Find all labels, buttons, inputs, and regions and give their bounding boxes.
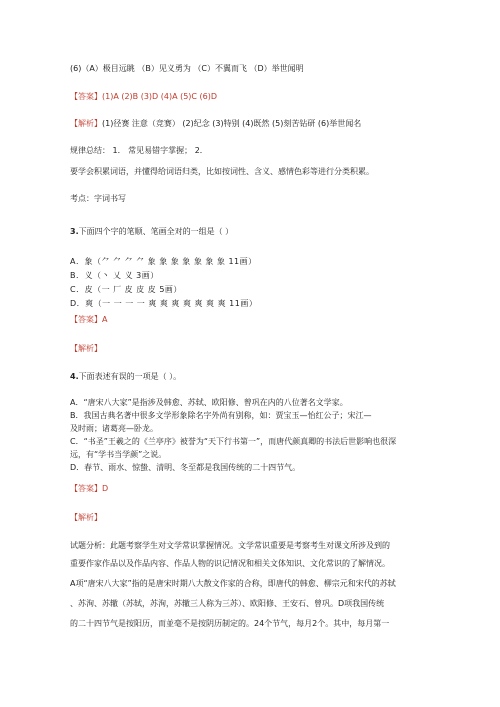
q4-option-c-cont: 远，有“学书当学颜”之说。 (70, 450, 167, 459)
q3-option-c (70, 284, 445, 295)
answer-label: 【答案】 (70, 484, 102, 493)
q3-option-b (70, 270, 445, 281)
option-char: 象 (84, 257, 93, 266)
q3-answer (70, 314, 445, 325)
q2-analysis (70, 118, 445, 129)
option-char: 爽 (85, 299, 94, 308)
question-stem: 下面表述有误的一项是（ ）。 (78, 372, 182, 381)
kaodian-line: 考点：字词书写 (70, 194, 126, 203)
q4-option-b-cont: 及时雨；诸葛亮—卧龙。 (70, 424, 158, 433)
analysis-label: 【解析】 (70, 119, 102, 128)
q3-option-a (70, 256, 445, 267)
question-number: 4. (70, 372, 79, 381)
stroke-order: （⺈ ⺈ ⺈ ⺈ 象 象 象 象 象 象 象 (92, 257, 226, 266)
q4-option-d: D．春节、雨水、惊蛰、清明、冬至都是我国传统的二十四节气。 (70, 463, 301, 472)
option-letter: A． (70, 257, 85, 266)
answer-text: A (102, 315, 108, 324)
stroke-count: 3画） (136, 271, 159, 280)
option-letter: B． (70, 271, 85, 280)
stroke-order: （⼀ ⼀ ⼀ ⼀ 爽 爽 爽 爽 爽 爽 爽 (93, 299, 227, 308)
q2-option-line: (6)（A）极目远眺 （B）见义勇为 （C）不翼而飞 （D）举世闻明 (70, 64, 304, 73)
option-letter: C． (70, 285, 85, 294)
question-stem: 下面四个字的笔顺、笔画全对的一组是（ ） (78, 227, 234, 236)
option-letter: D． (70, 299, 86, 308)
stroke-count: 11画） (228, 257, 257, 266)
q4-option-c: C．“书圣”王羲之的《兰亭序》被誉为“天下行书第一”，而唐代颜真卿的书法后世影响也很深 (70, 437, 397, 446)
q3-option-d (70, 298, 445, 309)
q3-analysis (70, 343, 445, 354)
stroke-count: 5画） (159, 285, 182, 294)
q4-option-a: A．“唐宋八大家”是指涉及韩愈、苏轼、欧阳修、曾巩在内的八位著名文学家。 (70, 398, 348, 407)
q4-analysis (70, 512, 445, 523)
answer-label: 【答案】 (70, 315, 102, 324)
analysis-text: (1)径赛 注意（竞赛） (2)纪念 (3)特别 (4)既然 (5)刻苦钻研 (6)举世闻名 (102, 119, 362, 128)
analysis-paragraph-line: 的二十四节气是按阳历，而並毫不是按阴历制定的。24个节气，每月2个。其中，每月第一 (70, 619, 390, 628)
analysis-paragraph-line: A项“唐宋八大家”指的是唐宋时期八大散文作家的合称，即唐代的韩愈、柳宗元和宋代的苏轼 (70, 579, 396, 588)
analysis-paragraph-line: 试题分析：此题考察学生对文学常识掌握情况。文学常识重要是考察考生对课文所涉及到的 (70, 541, 390, 550)
summary-line: 规律总结： 1． 常见易错字掌握； 2． (70, 146, 208, 155)
analysis-paragraph-line: 、苏洵、苏辙（苏轼，苏洵，苏辙三人称为三苏）、欧阳修、王安石、曾巩。D项我国传统 (70, 599, 385, 608)
stroke-order: （丶 乂 义 (93, 271, 134, 280)
answer-label: 【答案】 (70, 92, 102, 101)
analysis-label: 【解析】 (70, 344, 102, 353)
analysis-label: 【解析】 (70, 513, 102, 522)
q4-stem (70, 371, 445, 382)
answer-text: D (102, 484, 109, 493)
analysis-paragraph-line: 重要作家作品以及作品内容、作品人物的识记情况和相关文体知识、文化常识的了解情况。 (70, 559, 390, 568)
stroke-count: 11画） (229, 299, 258, 308)
stroke-order: （⼀ ⼚ 皮 皮 皮 (93, 285, 157, 294)
q4-answer (70, 483, 445, 494)
q4-option-b: B．我国古典名著中很多文学形象除名字外尚有别称，如：贾宝玉—怡红公子；宋江— (70, 411, 372, 420)
q3-stem (70, 226, 445, 237)
question-number: 3. (70, 227, 79, 236)
option-char: 义 (84, 271, 93, 280)
option-char: 皮 (84, 285, 94, 294)
answer-text: (1)A (2)B (3)D (4)A (5)C (6)D (102, 92, 218, 101)
summary-line-2: 要学会积累词语，并懂得给词语归类，比如按词性、含义、感情色彩等进行分类积累。 (70, 167, 374, 176)
q2-answer (70, 91, 445, 102)
